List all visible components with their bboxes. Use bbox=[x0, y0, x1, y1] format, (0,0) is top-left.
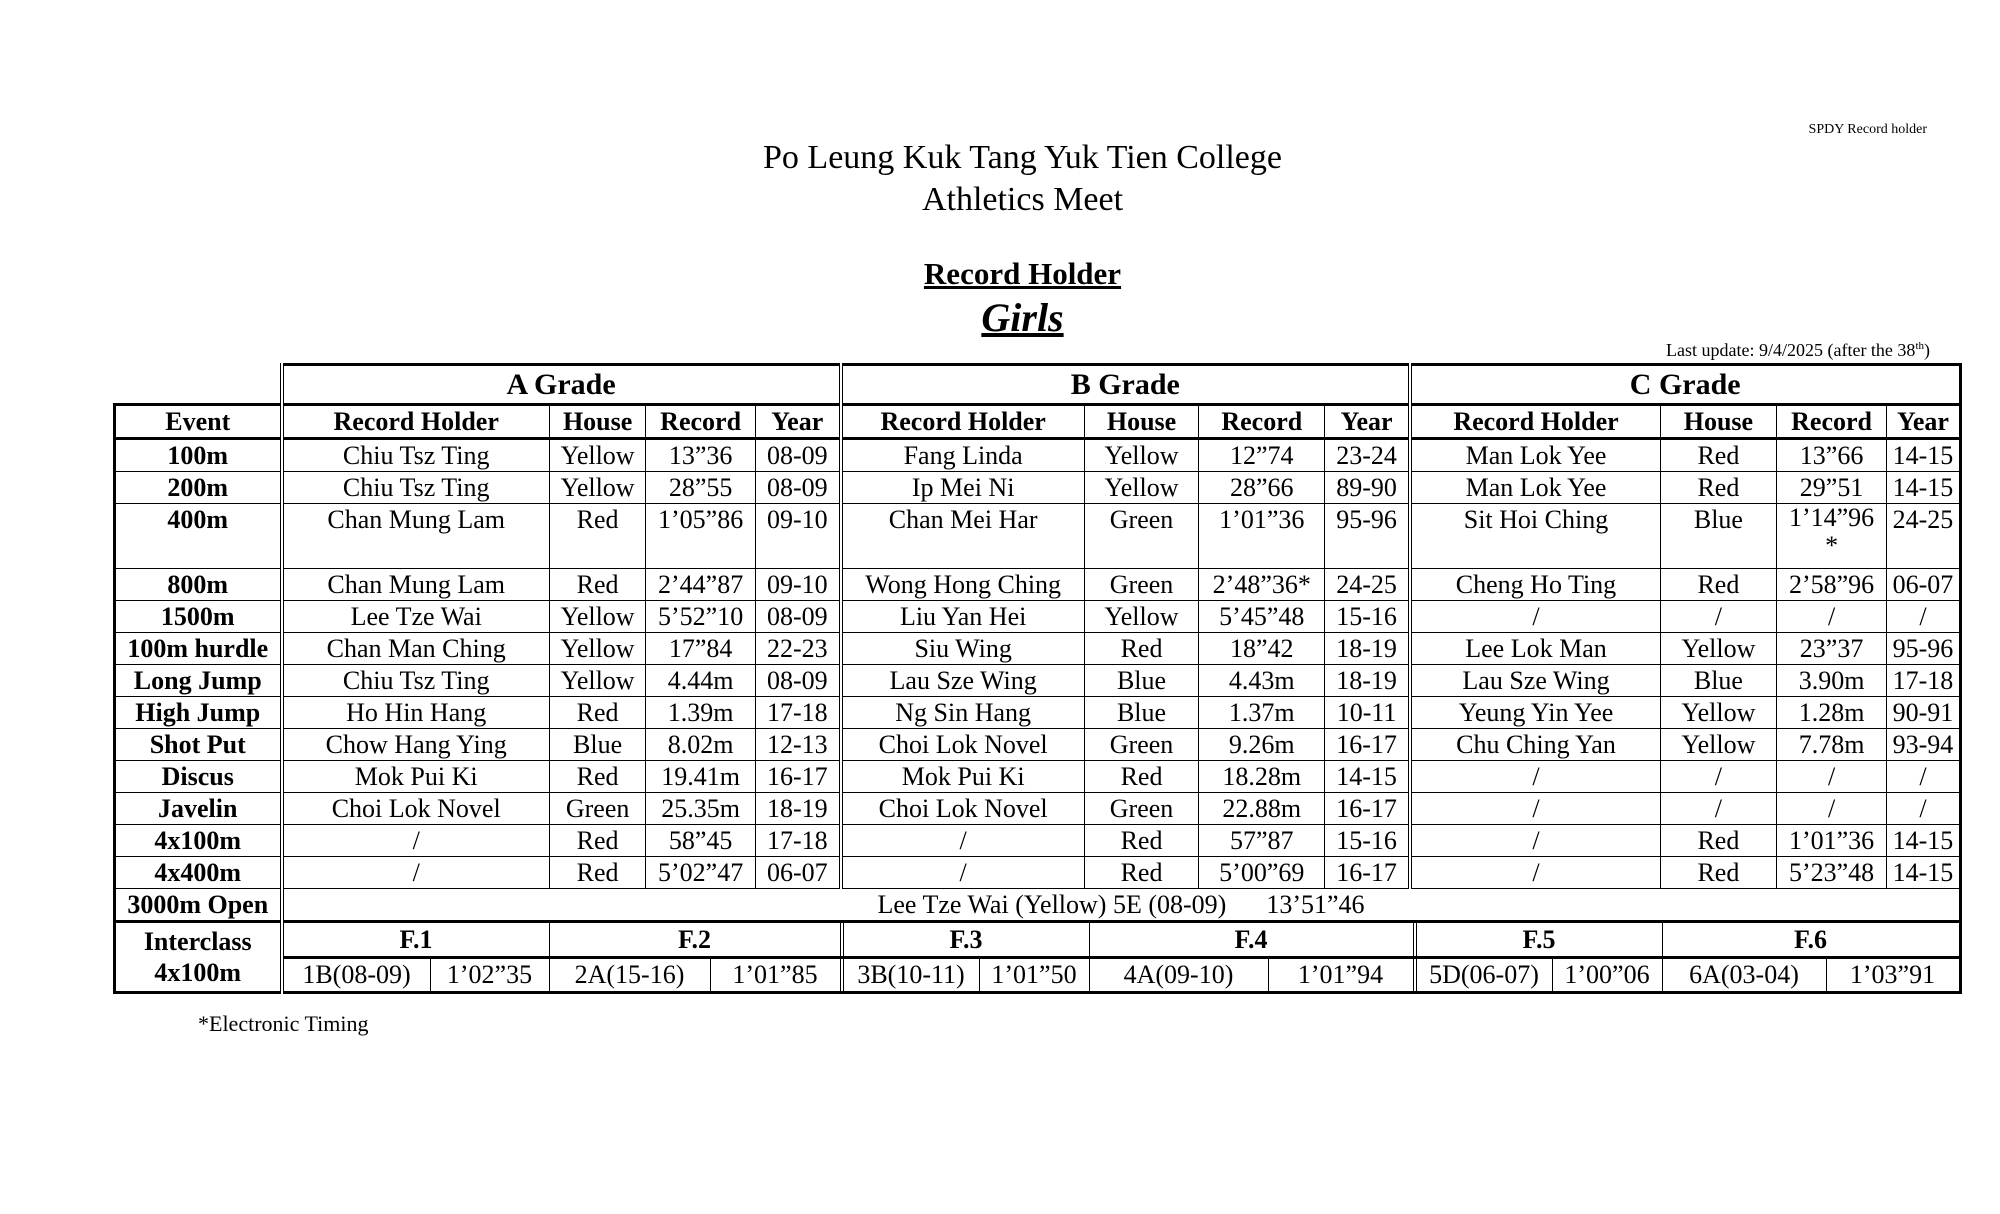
house: Green bbox=[1084, 504, 1199, 569]
record-holder: / bbox=[282, 857, 550, 889]
house: Blue bbox=[1661, 504, 1777, 569]
year: 16-17 bbox=[1325, 729, 1410, 761]
year: 89-90 bbox=[1325, 472, 1410, 504]
holder-column-header: Record Holder bbox=[1410, 405, 1661, 439]
record: 5’00”69 bbox=[1199, 857, 1325, 889]
house: Yellow bbox=[549, 601, 645, 633]
record: 3.90m bbox=[1776, 665, 1887, 697]
interclass-form-row bbox=[115, 922, 1961, 993]
house: Blue bbox=[1661, 665, 1777, 697]
record-holder: Chu Ching Yan bbox=[1410, 729, 1661, 761]
house: Red bbox=[549, 825, 645, 857]
record: 5’52”10 bbox=[646, 601, 756, 633]
record-holder: Lau Sze Wing bbox=[1410, 665, 1661, 697]
record: 18”42 bbox=[1199, 633, 1325, 665]
record: 1.37m bbox=[1199, 697, 1325, 729]
form-header: F.1 bbox=[399, 925, 433, 954]
record-holder: / bbox=[1410, 601, 1661, 633]
record: 1.28m bbox=[1776, 697, 1887, 729]
house: Yellow bbox=[1084, 439, 1199, 472]
record-holder: / bbox=[282, 825, 550, 857]
house: Red bbox=[1661, 569, 1777, 601]
house: Red bbox=[549, 569, 645, 601]
table-row bbox=[115, 472, 1961, 504]
house: Red bbox=[1661, 857, 1777, 889]
records-table bbox=[113, 363, 1962, 994]
record: 4.44m bbox=[646, 665, 756, 697]
open-event-holder: Lee Tze Wai (Yellow) 5E (08-09) bbox=[877, 890, 1227, 919]
house: / bbox=[1661, 761, 1777, 793]
form-header: F.2 bbox=[549, 923, 840, 956]
record-column-header: Record bbox=[646, 405, 756, 439]
record-holder-heading: Record Holder bbox=[923, 256, 1122, 291]
record: / bbox=[1776, 601, 1887, 633]
year: 18-19 bbox=[755, 793, 840, 825]
record: 5’23”48 bbox=[1776, 857, 1887, 889]
year: 16-17 bbox=[1325, 857, 1410, 889]
record-holder: Chiu Tsz Ting bbox=[282, 439, 550, 472]
form-result bbox=[1413, 959, 1662, 991]
form-header: F.5 bbox=[1413, 923, 1662, 956]
event-name: Long Jump bbox=[115, 665, 282, 697]
record: 1’14”96 * bbox=[1776, 504, 1887, 569]
form-header: F.4 bbox=[1089, 923, 1413, 956]
form-class: 1B(08-09) bbox=[284, 959, 431, 991]
table-row bbox=[115, 761, 1961, 793]
form-class: 4A(09-10) bbox=[1090, 959, 1269, 991]
record: 2’44”87 bbox=[646, 569, 756, 601]
year: 24-25 bbox=[1325, 569, 1410, 601]
record: 18.28m bbox=[1199, 761, 1325, 793]
house: Yellow bbox=[1661, 729, 1777, 761]
girls-heading: Girls bbox=[981, 295, 1064, 340]
record: 1’01”36 bbox=[1776, 825, 1887, 857]
house: Yellow bbox=[1661, 633, 1777, 665]
house: Green bbox=[549, 793, 645, 825]
year: 08-09 bbox=[755, 472, 840, 504]
table-row bbox=[115, 825, 1961, 857]
table-row bbox=[115, 857, 1961, 889]
event-column-header: Event bbox=[115, 405, 282, 439]
record: / bbox=[1776, 761, 1887, 793]
record-holder: Liu Yan Hei bbox=[841, 601, 1085, 633]
event-name: 4x100m bbox=[115, 825, 282, 857]
electronic-timing-footnote: *Electronic Timing bbox=[198, 1011, 369, 1036]
year: 08-09 bbox=[755, 665, 840, 697]
house: Red bbox=[1661, 472, 1777, 504]
record-holder: Fang Linda bbox=[841, 439, 1085, 472]
house: Red bbox=[1661, 439, 1777, 472]
record-holder: Chan Mei Har bbox=[841, 504, 1085, 569]
record: 25.35m bbox=[646, 793, 756, 825]
year: 24-25 bbox=[1887, 504, 1960, 569]
record-holder: Man Lok Yee bbox=[1410, 439, 1661, 472]
grade-b-header: B Grade bbox=[841, 365, 1410, 405]
event-name: 800m bbox=[115, 569, 282, 601]
house: Yellow bbox=[549, 665, 645, 697]
grade-header-row bbox=[115, 365, 1961, 405]
year: 09-10 bbox=[755, 569, 840, 601]
record: 9.26m bbox=[1199, 729, 1325, 761]
form-header: F.3 bbox=[840, 923, 1089, 956]
record: 1’05”86 bbox=[646, 504, 756, 569]
table-row bbox=[115, 439, 1961, 472]
record-column-header: Record bbox=[1776, 405, 1887, 439]
record-holder: Yeung Yin Yee bbox=[1410, 697, 1661, 729]
house: Yellow bbox=[1084, 601, 1199, 633]
year-column-header: Year bbox=[1887, 405, 1960, 439]
holder-column-header: Record Holder bbox=[282, 405, 550, 439]
record-holder: Choi Lok Novel bbox=[841, 729, 1085, 761]
record: 5’45”48 bbox=[1199, 601, 1325, 633]
form-time: 1’01”94 bbox=[1297, 960, 1384, 989]
interclass-forms bbox=[282, 922, 1961, 993]
table-row bbox=[115, 569, 1961, 601]
year: 16-17 bbox=[1325, 793, 1410, 825]
form-time: 1’03”91 bbox=[1849, 960, 1936, 989]
year: / bbox=[1887, 793, 1960, 825]
grade-a-header: A Grade bbox=[282, 365, 841, 405]
form-class: 6A(03-04) bbox=[1663, 959, 1827, 991]
table-row bbox=[115, 697, 1961, 729]
year: 14-15 bbox=[1887, 857, 1960, 889]
record-holder: Lee Tze Wai bbox=[282, 601, 550, 633]
year: 15-16 bbox=[1325, 601, 1410, 633]
year: 22-23 bbox=[755, 633, 840, 665]
event-name: Shot Put bbox=[115, 729, 282, 761]
form-class: 2A(15-16) bbox=[550, 959, 711, 991]
record-holder: Siu Wing bbox=[841, 633, 1085, 665]
record-holder: Ho Hin Hang bbox=[282, 697, 550, 729]
house: Blue bbox=[1084, 665, 1199, 697]
house: Red bbox=[1084, 761, 1199, 793]
column-header-row bbox=[115, 405, 1961, 439]
house: Red bbox=[549, 504, 645, 569]
form-result bbox=[1662, 959, 1959, 991]
year: 14-15 bbox=[1887, 439, 1960, 472]
house: Yellow bbox=[549, 439, 645, 472]
record-holder: Chan Mung Lam bbox=[282, 504, 550, 569]
year: 90-91 bbox=[1887, 697, 1960, 729]
form-header: F.6 bbox=[1662, 923, 1959, 956]
house: Blue bbox=[1084, 697, 1199, 729]
record-holder: / bbox=[841, 857, 1085, 889]
record: 29”51 bbox=[1776, 472, 1887, 504]
form-time: 1’01”85 bbox=[732, 960, 818, 989]
form-time: 1’01”50 bbox=[991, 960, 1077, 989]
year: 10-11 bbox=[1325, 697, 1410, 729]
record: 4.43m bbox=[1199, 665, 1325, 697]
year: / bbox=[1887, 601, 1960, 633]
event-name: 200m bbox=[115, 472, 282, 504]
house-column-header: House bbox=[549, 405, 645, 439]
interclass-label: Interclass bbox=[143, 927, 252, 956]
year: 06-07 bbox=[1887, 569, 1960, 601]
event-name: 4x400m bbox=[115, 857, 282, 889]
record-holder: / bbox=[1410, 857, 1661, 889]
open-event-time: 13’51”46 bbox=[1266, 890, 1365, 919]
table-row bbox=[115, 633, 1961, 665]
last-update-note: Last update: 9/4/2025 (after the 38th) bbox=[1666, 340, 1930, 360]
open-event-row bbox=[115, 889, 1961, 922]
record: 12”74 bbox=[1199, 439, 1325, 472]
record: 57”87 bbox=[1199, 825, 1325, 857]
house: Red bbox=[1084, 633, 1199, 665]
year: 23-24 bbox=[1325, 439, 1410, 472]
holder-column-header: Record Holder bbox=[841, 405, 1085, 439]
record: 28”55 bbox=[646, 472, 756, 504]
interclass-form-header-grid bbox=[284, 923, 1959, 956]
table-row bbox=[115, 793, 1961, 825]
year: 14-15 bbox=[1887, 472, 1960, 504]
form-time: 1’00”06 bbox=[1564, 960, 1650, 989]
house-column-header: House bbox=[1661, 405, 1777, 439]
event-name: 1500m bbox=[115, 601, 282, 633]
year: 95-96 bbox=[1325, 504, 1410, 569]
record: 28”66 bbox=[1199, 472, 1325, 504]
year-column-header: Year bbox=[1325, 405, 1410, 439]
table-row bbox=[115, 665, 1961, 697]
form-result bbox=[284, 959, 549, 991]
house: Red bbox=[549, 697, 645, 729]
house: / bbox=[1661, 601, 1777, 633]
form-result bbox=[549, 959, 840, 991]
record-holder: Chan Man Ching bbox=[282, 633, 550, 665]
record: 8.02m bbox=[646, 729, 756, 761]
event-name: 3000m Open bbox=[115, 889, 282, 922]
form-result bbox=[840, 959, 1089, 991]
record-holder: Ip Mei Ni bbox=[841, 472, 1085, 504]
house: / bbox=[1661, 793, 1777, 825]
record-holder: Chiu Tsz Ting bbox=[282, 665, 550, 697]
event-name: Discus bbox=[115, 761, 282, 793]
year: 16-17 bbox=[755, 761, 840, 793]
house: Yellow bbox=[549, 633, 645, 665]
interclass-event-name bbox=[115, 922, 282, 993]
year: 08-09 bbox=[755, 601, 840, 633]
record: 58”45 bbox=[646, 825, 756, 857]
year: / bbox=[1887, 761, 1960, 793]
event-name: 100m bbox=[115, 439, 282, 472]
record-column-header: Record bbox=[1199, 405, 1325, 439]
house: Red bbox=[1084, 857, 1199, 889]
table-row bbox=[115, 729, 1961, 761]
meet-title: Athletics Meet bbox=[921, 181, 1124, 218]
house: Yellow bbox=[1084, 472, 1199, 504]
year: 17-18 bbox=[1887, 665, 1960, 697]
record-holder: / bbox=[1410, 761, 1661, 793]
house: Red bbox=[1084, 825, 1199, 857]
year: 15-16 bbox=[1325, 825, 1410, 857]
table-row bbox=[115, 601, 1961, 633]
record: 2’58”96 bbox=[1776, 569, 1887, 601]
record: 17”84 bbox=[646, 633, 756, 665]
record-holder: / bbox=[841, 825, 1085, 857]
house: Yellow bbox=[549, 472, 645, 504]
record-holder: Man Lok Yee bbox=[1410, 472, 1661, 504]
year: 17-18 bbox=[755, 825, 840, 857]
event-name: 400m bbox=[115, 504, 282, 569]
record-holder: / bbox=[1410, 793, 1661, 825]
event-name: 100m hurdle bbox=[115, 633, 282, 665]
blank-corner bbox=[115, 365, 282, 405]
interclass-result-grid bbox=[284, 956, 1959, 991]
record-holder: Mok Pui Ki bbox=[841, 761, 1085, 793]
form-time: 1’02”35 bbox=[446, 960, 533, 989]
record: 19.41m bbox=[646, 761, 756, 793]
year: 12-13 bbox=[755, 729, 840, 761]
year: 93-94 bbox=[1887, 729, 1960, 761]
house: Green bbox=[1084, 729, 1199, 761]
house-column-header: House bbox=[1084, 405, 1199, 439]
record-holder: Sit Hoi Ching bbox=[1410, 504, 1661, 569]
record: 2’48”36* bbox=[1199, 569, 1325, 601]
year: 17-18 bbox=[755, 697, 840, 729]
record: / bbox=[1776, 793, 1887, 825]
form-result bbox=[1089, 959, 1413, 991]
record-holder: / bbox=[1410, 825, 1661, 857]
record: 7.78m bbox=[1776, 729, 1887, 761]
year: 95-96 bbox=[1887, 633, 1960, 665]
house: Red bbox=[1661, 825, 1777, 857]
interclass-distance-label: 4x100m bbox=[154, 958, 242, 987]
house: Blue bbox=[549, 729, 645, 761]
record-holder: Choi Lok Novel bbox=[841, 793, 1085, 825]
record-holder: Chan Mung Lam bbox=[282, 569, 550, 601]
school-title: Po Leung Kuk Tang Yuk Tien College bbox=[763, 139, 1282, 176]
grade-c-header: C Grade bbox=[1410, 365, 1960, 405]
record: 23”37 bbox=[1776, 633, 1887, 665]
house: Red bbox=[549, 761, 645, 793]
year: 14-15 bbox=[1887, 825, 1960, 857]
record-holder: Lau Sze Wing bbox=[841, 665, 1085, 697]
open-event-record bbox=[282, 889, 1961, 922]
year: 09-10 bbox=[755, 504, 840, 569]
record-holder: Wong Hong Ching bbox=[841, 569, 1085, 601]
house: Red bbox=[549, 857, 645, 889]
record-holder: Choi Lok Novel bbox=[282, 793, 550, 825]
record: 1’01”36 bbox=[1199, 504, 1325, 569]
year: 18-19 bbox=[1325, 633, 1410, 665]
house: Green bbox=[1084, 569, 1199, 601]
record-holder: Ng Sin Hang bbox=[841, 697, 1085, 729]
record-holder: Mok Pui Ki bbox=[282, 761, 550, 793]
table-row bbox=[115, 504, 1961, 569]
record: 13”36 bbox=[646, 439, 756, 472]
corner-note: SPDY Record holder bbox=[1808, 122, 1927, 137]
record-holder: Cheng Ho Ting bbox=[1410, 569, 1661, 601]
event-name: Javelin bbox=[115, 793, 282, 825]
record-holder: Chow Hang Ying bbox=[282, 729, 550, 761]
record: 13”66 bbox=[1776, 439, 1887, 472]
year: 06-07 bbox=[755, 857, 840, 889]
year-column-header: Year bbox=[755, 405, 840, 439]
form-class: 3B(10-11) bbox=[844, 959, 980, 991]
house: Green bbox=[1084, 793, 1199, 825]
record: 5’02”47 bbox=[646, 857, 756, 889]
event-name: High Jump bbox=[115, 697, 282, 729]
record: 1.39m bbox=[646, 697, 756, 729]
form-class: 5D(06-07) bbox=[1417, 959, 1553, 991]
year: 18-19 bbox=[1325, 665, 1410, 697]
record-holder: Lee Lok Man bbox=[1410, 633, 1661, 665]
record: 22.88m bbox=[1199, 793, 1325, 825]
year: 14-15 bbox=[1325, 761, 1410, 793]
record-holder: Chiu Tsz Ting bbox=[282, 472, 550, 504]
house: Yellow bbox=[1661, 697, 1777, 729]
year: 08-09 bbox=[755, 439, 840, 472]
